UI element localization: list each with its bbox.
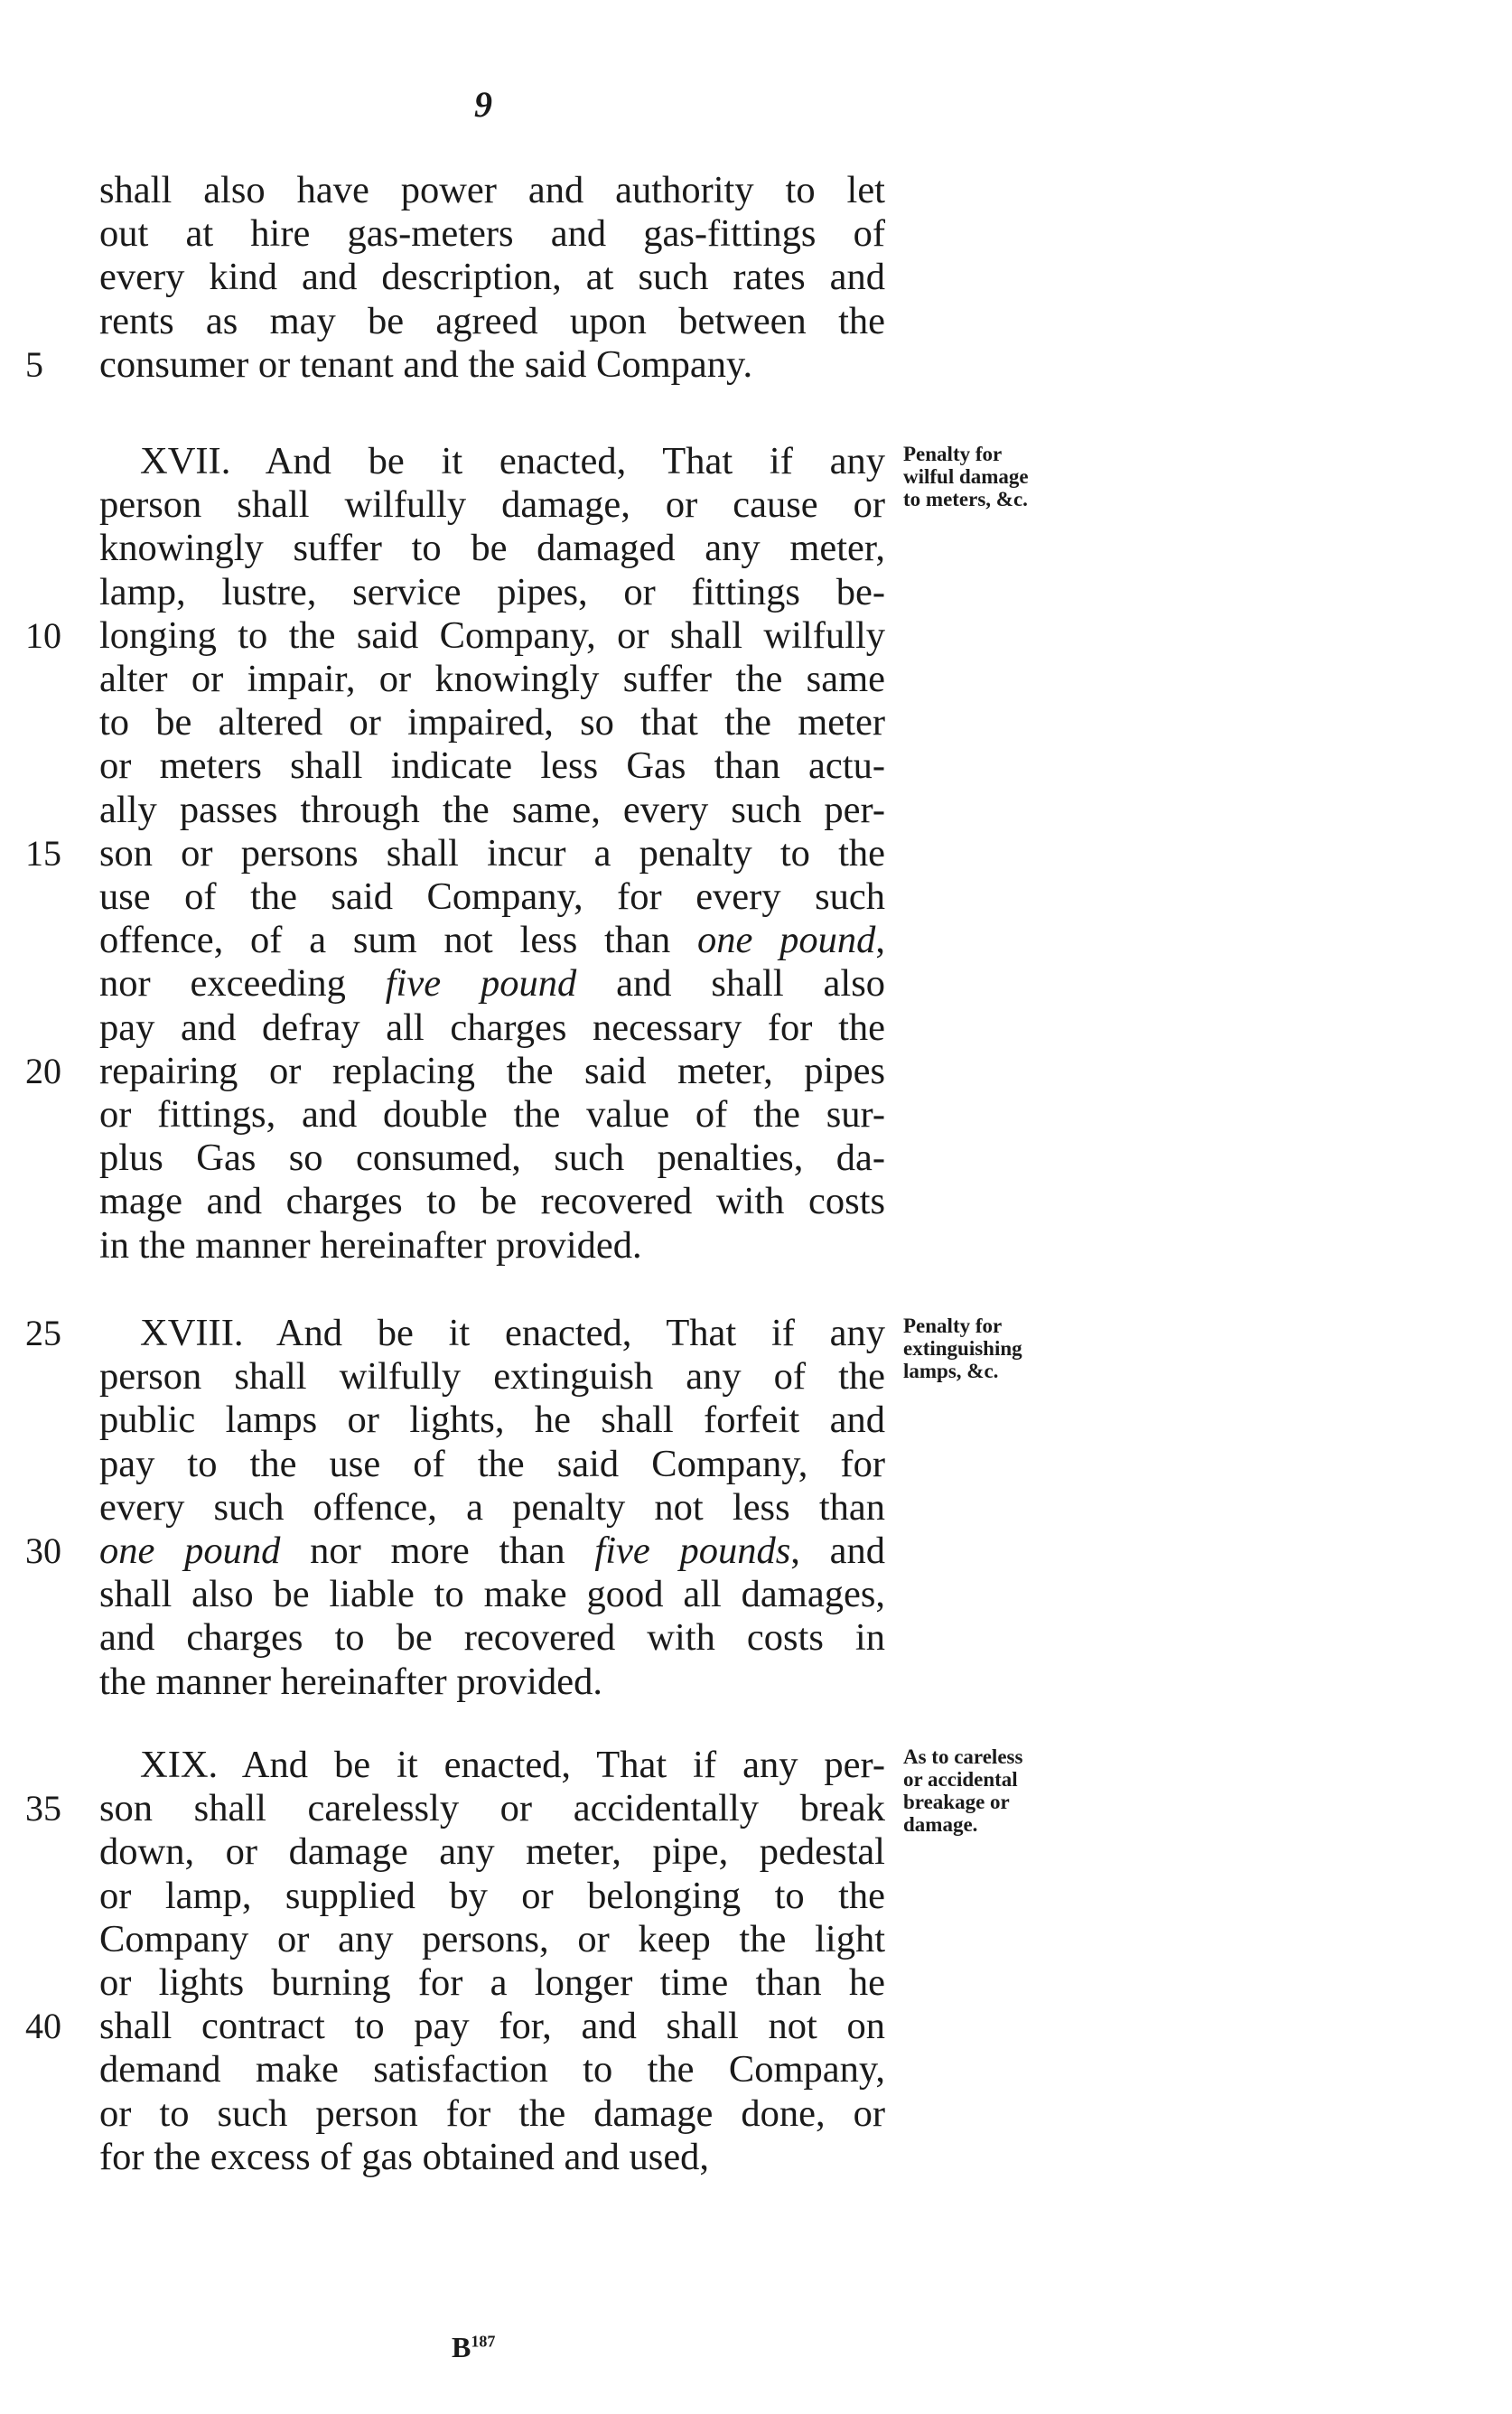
text-line: or meters shall indicate less Gas than actu-	[99, 744, 885, 788]
line-number: 30	[25, 1530, 61, 1571]
text-line: or lamp, supplied by or belonging to the	[99, 1874, 885, 1917]
text-line: every such offence, a penalty not less than	[99, 1485, 885, 1529]
margin-note-line: damage.	[903, 1813, 978, 1836]
margin-note	[903, 1745, 1111, 1836]
text-line: knowingly suffer to be damaged any meter,	[99, 527, 885, 570]
text-line: mage and charges to be recovered with costs	[99, 1180, 885, 1223]
text-line: public lamps or lights, he shall forfeit and	[99, 1399, 885, 1442]
text-line: or fittings, and double the value of the sur-	[99, 1093, 885, 1136]
text-line: every kind and description, at such rates and	[99, 256, 885, 299]
line-number: 35	[25, 1788, 61, 1829]
text-line: shall also be liable to make good all damages,	[99, 1573, 885, 1616]
line-number: 5	[25, 343, 43, 385]
text-line: in the manner hereinafter provided.	[99, 1223, 642, 1267]
text-line: for the excess of gas obtained and used,	[99, 2135, 710, 2178]
margin-note-line: to meters, &c.	[903, 488, 1028, 510]
text-line: person shall wilfully extinguish any of the	[99, 1355, 885, 1399]
text-line: use of the said Company, for every such	[99, 875, 885, 918]
margin-note	[903, 443, 1111, 510]
text-line: XVII. And be it enacted, That if any	[140, 440, 885, 482]
text-line: and charges to be recovered with costs in	[99, 1616, 885, 1660]
line-number: 10	[25, 614, 61, 656]
text-line: lamp, lustre, service pipes, or fittings be-	[99, 570, 885, 613]
line-number: 20	[25, 1050, 61, 1091]
text-line: consumer or tenant and the said Company.	[99, 342, 753, 386]
text-line: alter or impair, or knowingly suffer the same	[99, 658, 885, 700]
text-line: Company or any persons, or keep the light	[99, 1917, 885, 1960]
text-line: to be altered or impaired, so that the meter	[99, 701, 885, 744]
text-line: or to such person for the damage done, or	[99, 2091, 885, 2135]
margin-note-line: As to careless	[903, 1745, 1023, 1768]
signature-letter: B	[452, 2331, 471, 2363]
text-line: offence, of a sum not less than one pound,	[99, 919, 885, 962]
text-line: person shall wilfully damage, or cause or	[99, 483, 885, 527]
margin-note-line: wilful damage	[903, 465, 1029, 488]
text-line: shall also have power and authority to let	[99, 169, 885, 211]
line-number: 40	[25, 2006, 61, 2047]
text-line: XVIII. And be it enacted, That if any	[140, 1312, 885, 1354]
text-line: rents as may be agreed upon between the	[99, 299, 885, 342]
signature-number: 187	[471, 2332, 496, 2351]
text-line: plus Gas so consumed, such penalties, da-	[99, 1137, 885, 1180]
text-line: son or persons shall incur a penalty to the	[99, 831, 885, 875]
line-number: 15	[25, 832, 61, 874]
text-line: nor exceeding five pound and shall also	[99, 962, 886, 1006]
margin-note-line: or accidental	[903, 1768, 1018, 1791]
page-number: 9	[474, 84, 492, 125]
text-line: shall contract to pay for, and shall not on	[99, 2005, 885, 2048]
text-line: longing to the said Company, or shall wilfully	[99, 613, 885, 657]
margin-note-line: Penalty for	[903, 443, 1003, 465]
printer-signature	[452, 2331, 495, 2364]
text-line: down, or damage any meter, pipe, pedestal	[99, 1830, 885, 1874]
margin-note-line: extinguishing	[903, 1337, 1022, 1360]
margin-note-line: lamps, &c.	[903, 1360, 999, 1382]
text-line: son shall carelessly or accidentally break	[99, 1787, 885, 1830]
text-line: the manner hereinafter provided.	[99, 1660, 602, 1703]
text-line: XIX. And be it enacted, That if any per-	[140, 1744, 885, 1786]
text-line: pay and defray all charges necessary for the	[99, 1006, 885, 1049]
text-line: or lights burning for a longer time than he	[99, 1961, 885, 2004]
text-line: repairing or replacing the said meter, pipes	[99, 1049, 885, 1092]
text-line: out at hire gas-meters and gas-fittings of	[99, 212, 885, 256]
line-number: 25	[25, 1313, 61, 1353]
text-line: one pound nor more than five pounds, and	[99, 1530, 885, 1572]
margin-note	[903, 1315, 1111, 1382]
margin-note-line: Penalty for	[903, 1315, 1003, 1337]
margin-note-line: breakage or	[903, 1791, 1010, 1813]
text-line: pay to the use of the said Company, for	[99, 1442, 885, 1485]
text-line: demand make satisfaction to the Company,	[99, 2048, 885, 2091]
text-line: ally passes through the same, every such per-	[99, 788, 885, 831]
